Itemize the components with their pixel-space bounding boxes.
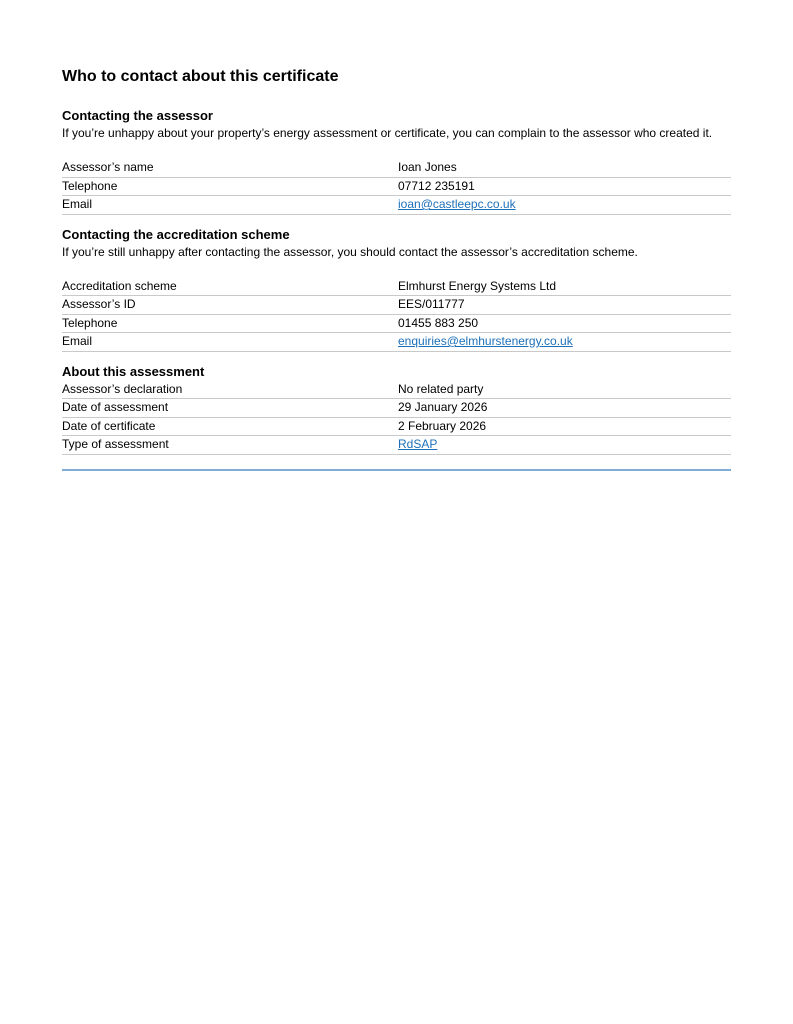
date-of-certificate-value: 2 February 2026: [398, 418, 487, 433]
row-value: [398, 198, 731, 211]
assessor-name-value: Ioan Jones: [398, 160, 457, 174]
table-row: [62, 178, 731, 197]
table-row: [62, 196, 731, 215]
date-of-assessment-value: 29 January 2026: [398, 400, 488, 414]
row-label: Telephone: [62, 315, 118, 330]
assessment-details-table: [62, 381, 731, 455]
section-heading: Contacting the accreditation scheme: [62, 226, 290, 242]
section-divider: [62, 469, 731, 471]
assessor-declaration-value: No related party: [398, 381, 484, 396]
table-row: [62, 315, 731, 334]
certificate-page: [0, 0, 793, 471]
scheme-email-link[interactable]: enquiries@elmhurstenergy.co.uk: [398, 334, 573, 348]
row-label: Telephone: [62, 178, 118, 193]
accreditation-scheme-value: Elmhurst Energy Systems Ltd: [398, 278, 557, 293]
assessor-email-link[interactable]: ioan@castleepc.co.uk: [398, 197, 516, 211]
assessor-id-value: EES/011777: [398, 297, 465, 311]
row-label: Email: [62, 334, 93, 348]
table-row: [62, 381, 731, 400]
rdsap-link[interactable]: RdSAP: [398, 437, 438, 451]
table-row: [62, 418, 731, 437]
table-row: [62, 159, 731, 178]
accreditation-scheme-table: [62, 278, 731, 352]
section-intro: If you’re still unhappy after contacting the assessor, you should contact the assessor’s accreditation scheme.: [62, 244, 638, 259]
section-contacting-assessor: [62, 108, 731, 215]
section-contacting-accreditation-scheme: [62, 227, 731, 352]
row-label: Assessor’s declaration: [62, 381, 183, 396]
row-label: Assessor’s ID: [62, 297, 136, 311]
table-row: [62, 296, 731, 315]
table-row: [62, 399, 731, 418]
row-label: Email: [62, 197, 93, 211]
section-heading: About this assessment: [62, 363, 205, 379]
row-label: Type of assessment: [62, 437, 169, 451]
section-intro: If you’re unhappy about your property’s energy assessment or certificate, you can complain to the assessor who created it.: [62, 126, 713, 140]
row-value: [398, 335, 731, 348]
row-label: Assessor’s name: [62, 160, 154, 174]
page-title: Who to contact about this certificate: [62, 68, 339, 85]
scheme-telephone-value: 01455 883 250: [398, 315, 479, 330]
section-about-this-assessment: [62, 364, 731, 455]
row-label: Accreditation scheme: [62, 278, 177, 293]
assessor-contact-table: [62, 159, 731, 215]
table-row: [62, 333, 731, 352]
row-label: Date of certificate: [62, 418, 156, 433]
row-value: [398, 438, 731, 451]
row-label: Date of assessment: [62, 400, 169, 414]
table-row: [62, 278, 731, 297]
assessor-telephone-value: 07712 235191: [398, 178, 475, 193]
section-heading: Contacting the assessor: [62, 108, 213, 123]
table-row: [62, 436, 731, 455]
